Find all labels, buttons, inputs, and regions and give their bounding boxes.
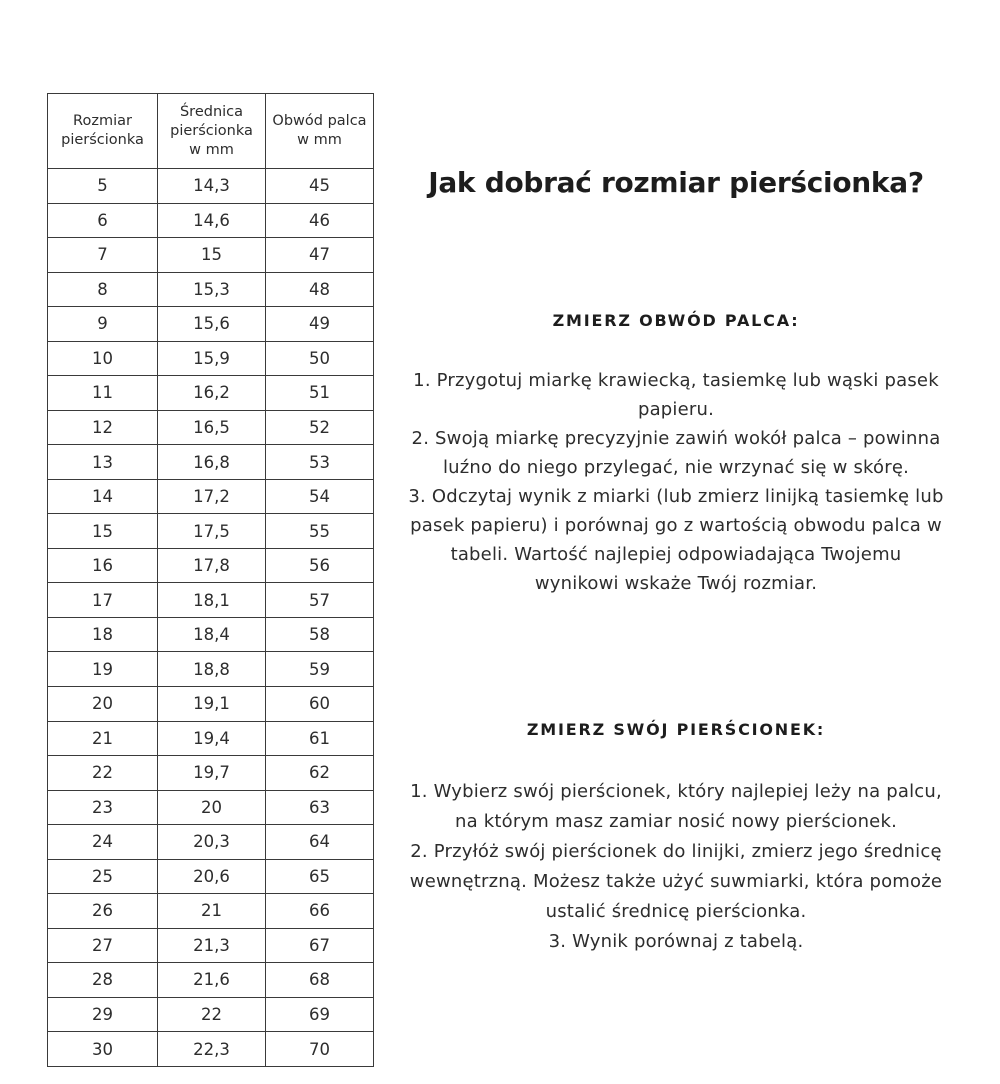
table-row	[48, 341, 374, 376]
table-cell: 17	[48, 583, 158, 618]
table-row	[48, 721, 374, 756]
table-cell: 60	[266, 686, 374, 721]
table-cell: 15	[48, 514, 158, 549]
table-cell: 16	[48, 548, 158, 583]
table-row	[48, 203, 374, 238]
table-cell: 65	[266, 859, 374, 894]
table-cell: 18,8	[158, 652, 266, 687]
table-cell: 19,1	[158, 686, 266, 721]
table-cell: 14	[48, 479, 158, 514]
table-cell: 29	[48, 997, 158, 1032]
table-cell: 59	[266, 652, 374, 687]
table-cell: 63	[266, 790, 374, 825]
table-row	[48, 238, 374, 273]
column-header-ring-size: Rozmiar pierścionka	[48, 94, 158, 169]
table-cell: 30	[48, 1032, 158, 1067]
table-cell: 17,2	[158, 479, 266, 514]
table-cell: 16,5	[158, 410, 266, 445]
measure-ring-steps	[408, 777, 944, 957]
table-cell: 70	[266, 1032, 374, 1067]
section-heading-measure-ring: ZMIERZ SWÓJ PIERŚCIONEK:	[526, 720, 826, 739]
step-item: 2. Swoją miarkę precyzyjnie zawiń wokół palca – powinna luźno do niego przylegać, nie wrzynać się w skórę.	[411, 428, 941, 478]
table-cell: 47	[266, 238, 374, 273]
table-cell: 9	[48, 307, 158, 342]
table-cell: 61	[266, 721, 374, 756]
step-item: 3. Odczytaj wynik z miarki (lub zmierz linijką tasiemkę lub pasek papieru) i porównaj go z wartością obwodu palca w tabeli. Wartość najlepiej odpowiadająca Twojemu wynikowi wskaże Twój rozmiar.	[408, 486, 944, 594]
table-row	[48, 963, 374, 998]
table-row	[48, 583, 374, 618]
table-cell: 20	[158, 790, 266, 825]
table-cell: 53	[266, 445, 374, 480]
step-item: 2. Przyłóż swój pierścionek do linijki, zmierz jego średnicę wewnętrzną. Możesz także użyć suwmiarki, która pomoże ustalić średnicę pierścionka.	[409, 841, 943, 922]
table-row	[48, 479, 374, 514]
table-cell: 14,3	[158, 169, 266, 204]
table-cell: 22	[48, 756, 158, 791]
table-cell: 13	[48, 445, 158, 480]
table-cell: 23	[48, 790, 158, 825]
table-cell: 18	[48, 617, 158, 652]
table-cell: 20,3	[158, 825, 266, 860]
table-cell: 66	[266, 894, 374, 929]
table-row	[48, 514, 374, 549]
table-cell: 25	[48, 859, 158, 894]
section-heading-measure-finger: ZMIERZ OBWÓD PALCA:	[552, 311, 800, 330]
table-row	[48, 756, 374, 791]
table-cell: 17,5	[158, 514, 266, 549]
table-body	[48, 169, 374, 1067]
table-cell: 14,6	[158, 203, 266, 238]
table-cell: 15,6	[158, 307, 266, 342]
table-cell: 45	[266, 169, 374, 204]
table-cell: 52	[266, 410, 374, 445]
table-row	[48, 376, 374, 411]
table-cell: 19,7	[158, 756, 266, 791]
table-cell: 15,3	[158, 272, 266, 307]
table-cell: 21,3	[158, 928, 266, 963]
column-header-ring-diameter: Średnica pierścionka w mm	[158, 94, 266, 169]
table-cell: 68	[266, 963, 374, 998]
table-cell: 27	[48, 928, 158, 963]
column-header-finger-circumference: Obwód palca w mm	[266, 94, 374, 169]
table-cell: 62	[266, 756, 374, 791]
table-cell: 18,1	[158, 583, 266, 618]
table-cell: 18,4	[158, 617, 266, 652]
step-item: 1. Przygotuj miarkę krawiecką, tasiemkę lub wąski pasek papieru.	[413, 370, 939, 420]
table-row	[48, 859, 374, 894]
table-row	[48, 617, 374, 652]
table-row	[48, 686, 374, 721]
table-row	[48, 307, 374, 342]
table-cell: 67	[266, 928, 374, 963]
table-row	[48, 928, 374, 963]
table-cell: 12	[48, 410, 158, 445]
table-cell: 49	[266, 307, 374, 342]
step-item: 1. Wybierz swój pierścionek, który najlepiej leży na palcu, na którym masz zamiar nosić nowy pierścionek.	[410, 781, 942, 832]
table-cell: 54	[266, 479, 374, 514]
table-cell: 19,4	[158, 721, 266, 756]
table-cell: 56	[266, 548, 374, 583]
table-cell: 10	[48, 341, 158, 376]
table-cell: 15	[158, 238, 266, 273]
table-row	[48, 1032, 374, 1067]
table-row	[48, 894, 374, 929]
table-cell: 20,6	[158, 859, 266, 894]
table-cell: 19	[48, 652, 158, 687]
table-cell: 50	[266, 341, 374, 376]
table-row	[48, 825, 374, 860]
table-cell: 21	[48, 721, 158, 756]
table-cell: 20	[48, 686, 158, 721]
ring-size-table	[47, 93, 374, 1067]
table-cell: 51	[266, 376, 374, 411]
table-cell: 7	[48, 238, 158, 273]
table-cell: 24	[48, 825, 158, 860]
table-cell: 64	[266, 825, 374, 860]
table-row	[48, 997, 374, 1032]
table-cell: 21,6	[158, 963, 266, 998]
table-cell: 17,8	[158, 548, 266, 583]
table-cell: 11	[48, 376, 158, 411]
table-row	[48, 652, 374, 687]
table-row	[48, 445, 374, 480]
table-cell: 15,9	[158, 341, 266, 376]
table-cell: 28	[48, 963, 158, 998]
table-row	[48, 410, 374, 445]
table-row	[48, 790, 374, 825]
table-row	[48, 272, 374, 307]
table-row	[48, 548, 374, 583]
table-cell: 5	[48, 169, 158, 204]
step-item: 3. Wynik porównaj z tabelą.	[548, 931, 804, 952]
table-cell: 16,8	[158, 445, 266, 480]
table-cell: 58	[266, 617, 374, 652]
table-cell: 57	[266, 583, 374, 618]
table-row	[48, 169, 374, 204]
table-header-row	[48, 94, 374, 169]
table-cell: 48	[266, 272, 374, 307]
measure-finger-steps	[408, 366, 944, 598]
table-cell: 22,3	[158, 1032, 266, 1067]
table-cell: 46	[266, 203, 374, 238]
table-cell: 8	[48, 272, 158, 307]
page-title: Jak dobrać rozmiar pierścionka?	[428, 166, 924, 199]
table-cell: 16,2	[158, 376, 266, 411]
table-cell: 55	[266, 514, 374, 549]
table-cell: 6	[48, 203, 158, 238]
table-cell: 21	[158, 894, 266, 929]
table-cell: 69	[266, 997, 374, 1032]
table-cell: 22	[158, 997, 266, 1032]
table-cell: 26	[48, 894, 158, 929]
